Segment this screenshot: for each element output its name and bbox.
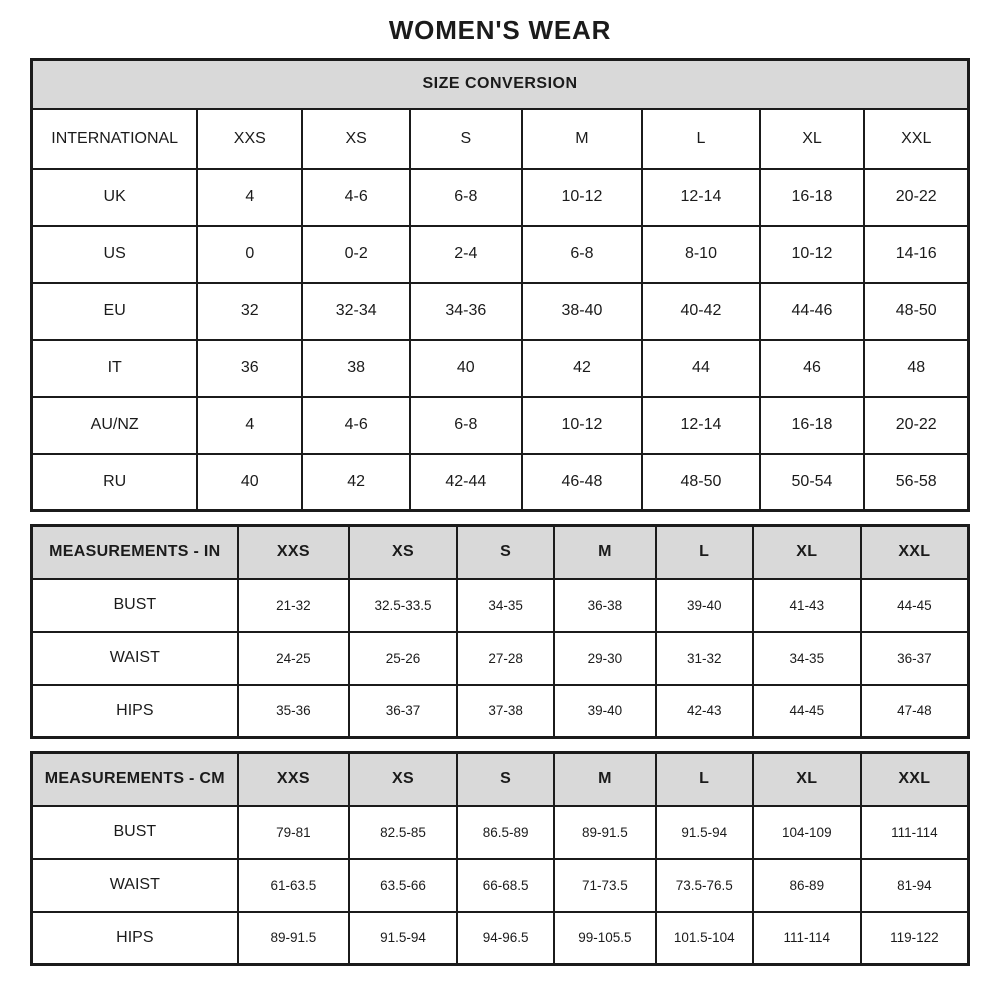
measurements-in-cell: 36-37 [861, 632, 969, 685]
size-conversion-row-label: RU [32, 454, 198, 511]
size-conversion-cell: 48-50 [642, 454, 759, 511]
measurements-cm-cell: 91.5-94 [656, 806, 753, 859]
measurements-in-size-header: S [457, 526, 554, 579]
size-conversion-size-header: XXL [864, 109, 968, 169]
size-conversion-size-header: XXS [197, 109, 302, 169]
measurements-in-columns-row [32, 526, 969, 579]
measurements-cm-size-header: L [656, 753, 753, 806]
measurements-in-cell: 44-45 [753, 685, 861, 738]
measurements-cm-row [32, 859, 969, 912]
size-conversion-size-header: M [522, 109, 643, 169]
measurements-cm-cell: 104-109 [753, 806, 861, 859]
measurements-cm-cell: 111-114 [861, 806, 969, 859]
measurements-cm-cell: 91.5-94 [349, 912, 457, 965]
measurements-in-cell: 44-45 [861, 579, 969, 632]
size-conversion-title: SIZE CONVERSION [32, 60, 969, 109]
measurements-cm-row-label: WAIST [32, 859, 238, 912]
measurements-cm-cell: 66-68.5 [457, 859, 554, 912]
measurements-in-cell: 42-43 [656, 685, 753, 738]
measurements-cm-row-label: HIPS [32, 912, 238, 965]
measurements-cm-cell: 63.5-66 [349, 859, 457, 912]
measurements-cm-table [30, 751, 970, 966]
size-conversion-cell: 12-14 [642, 169, 759, 226]
measurements-in-cell: 21-32 [238, 579, 350, 632]
measurements-in-cell: 34-35 [457, 579, 554, 632]
measurements-in-size-header: XXL [861, 526, 969, 579]
measurements-cm-columns-row [32, 753, 969, 806]
measurements-in-size-header: XL [753, 526, 861, 579]
measurements-cm-row-label: BUST [32, 806, 238, 859]
measurements-cm-row [32, 806, 969, 859]
size-conversion-cell: 10-12 [760, 226, 865, 283]
measurements-in-size-header: L [656, 526, 753, 579]
size-conversion-cell: 46 [760, 340, 865, 397]
measurements-in-row-label: HIPS [32, 685, 238, 738]
measurements-in-cell: 31-32 [656, 632, 753, 685]
size-conversion-cell: 36 [197, 340, 302, 397]
measurements-in-cell: 47-48 [861, 685, 969, 738]
measurements-in-corner-label: MEASUREMENTS - IN [32, 526, 238, 579]
measurements-in-row-label: BUST [32, 579, 238, 632]
measurements-in-cell: 27-28 [457, 632, 554, 685]
size-conversion-corner-label: INTERNATIONAL [32, 109, 198, 169]
measurements-in-row [32, 632, 969, 685]
measurements-in-size-header: XXS [238, 526, 350, 579]
size-conversion-cell: 38 [302, 340, 410, 397]
measurements-in-cell: 25-26 [349, 632, 457, 685]
size-conversion-cell: 32 [197, 283, 302, 340]
measurements-in-row [32, 579, 969, 632]
measurements-in-row [32, 685, 969, 738]
measurements-in-cell: 34-35 [753, 632, 861, 685]
size-conversion-cell: 48-50 [864, 283, 968, 340]
size-conversion-columns-row [32, 109, 969, 169]
size-conversion-cell: 42-44 [410, 454, 522, 511]
size-conversion-cell: 42 [302, 454, 410, 511]
measurements-cm-cell: 99-105.5 [554, 912, 655, 965]
measurements-in-cell: 41-43 [753, 579, 861, 632]
measurements-in-cell: 36-38 [554, 579, 655, 632]
measurements-cm-size-header: XL [753, 753, 861, 806]
measurements-cm-cell: 119-122 [861, 912, 969, 965]
size-conversion-cell: 8-10 [642, 226, 759, 283]
measurements-in-size-header: M [554, 526, 655, 579]
size-conversion-row-label: AU/NZ [32, 397, 198, 454]
size-conversion-cell: 6-8 [410, 397, 522, 454]
size-conversion-cell: 14-16 [864, 226, 968, 283]
measurements-cm-size-header: XXS [238, 753, 350, 806]
size-conversion-title-row [32, 60, 969, 109]
size-conversion-size-header: L [642, 109, 759, 169]
measurements-in-cell: 35-36 [238, 685, 350, 738]
size-conversion-row [32, 169, 969, 226]
size-conversion-row-label: UK [32, 169, 198, 226]
measurements-cm-size-header: XS [349, 753, 457, 806]
measurements-in-size-header: XS [349, 526, 457, 579]
measurements-in-cell: 29-30 [554, 632, 655, 685]
size-conversion-cell: 4 [197, 169, 302, 226]
measurements-cm-cell: 86-89 [753, 859, 861, 912]
size-conversion-row [32, 454, 969, 511]
size-conversion-cell: 6-8 [410, 169, 522, 226]
size-conversion-row [32, 226, 969, 283]
measurements-cm-cell: 73.5-76.5 [656, 859, 753, 912]
measurements-in-cell: 39-40 [656, 579, 753, 632]
measurements-in-table [30, 524, 970, 739]
size-conversion-cell: 10-12 [522, 397, 643, 454]
measurements-cm-cell: 94-96.5 [457, 912, 554, 965]
measurements-cm-size-header: M [554, 753, 655, 806]
size-conversion-cell: 6-8 [522, 226, 643, 283]
measurements-cm-row [32, 912, 969, 965]
size-conversion-row [32, 397, 969, 454]
size-conversion-cell: 44-46 [760, 283, 865, 340]
measurements-cm-cell: 81-94 [861, 859, 969, 912]
size-conversion-row [32, 340, 969, 397]
size-conversion-cell: 4-6 [302, 397, 410, 454]
size-chart-page [30, 0, 970, 966]
size-conversion-size-header: S [410, 109, 522, 169]
measurements-cm-size-header: S [457, 753, 554, 806]
size-conversion-size-header: XS [302, 109, 410, 169]
size-conversion-cell: 12-14 [642, 397, 759, 454]
size-conversion-cell: 16-18 [760, 397, 865, 454]
size-conversion-cell: 4 [197, 397, 302, 454]
size-conversion-cell: 0-2 [302, 226, 410, 283]
size-conversion-table [30, 58, 970, 512]
measurements-cm-cell: 61-63.5 [238, 859, 350, 912]
measurements-cm-corner-label: MEASUREMENTS - CM [32, 753, 238, 806]
size-conversion-cell: 42 [522, 340, 643, 397]
size-conversion-cell: 16-18 [760, 169, 865, 226]
measurements-in-body [32, 579, 969, 738]
size-conversion-size-header: XL [760, 109, 865, 169]
size-conversion-cell: 0 [197, 226, 302, 283]
size-conversion-cell: 20-22 [864, 169, 968, 226]
size-conversion-cell: 48 [864, 340, 968, 397]
size-conversion-row [32, 283, 969, 340]
size-conversion-cell: 2-4 [410, 226, 522, 283]
measurements-cm-body [32, 806, 969, 965]
measurements-in-cell: 37-38 [457, 685, 554, 738]
size-conversion-cell: 38-40 [522, 283, 643, 340]
measurements-cm-size-header: XXL [861, 753, 969, 806]
size-conversion-row-label: EU [32, 283, 198, 340]
measurements-in-cell: 39-40 [554, 685, 655, 738]
measurements-in-row-label: WAIST [32, 632, 238, 685]
size-conversion-row-label: US [32, 226, 198, 283]
size-conversion-cell: 46-48 [522, 454, 643, 511]
size-conversion-body [32, 169, 969, 511]
measurements-cm-cell: 111-114 [753, 912, 861, 965]
measurements-cm-cell: 71-73.5 [554, 859, 655, 912]
size-conversion-cell: 50-54 [760, 454, 865, 511]
size-conversion-row-label: IT [32, 340, 198, 397]
size-conversion-cell: 40-42 [642, 283, 759, 340]
measurements-cm-cell: 89-91.5 [238, 912, 350, 965]
measurements-in-cell: 36-37 [349, 685, 457, 738]
measurements-cm-cell: 79-81 [238, 806, 350, 859]
measurements-cm-cell: 101.5-104 [656, 912, 753, 965]
size-conversion-cell: 56-58 [864, 454, 968, 511]
measurements-in-cell: 32.5-33.5 [349, 579, 457, 632]
size-conversion-cell: 32-34 [302, 283, 410, 340]
size-conversion-cell: 34-36 [410, 283, 522, 340]
measurements-cm-cell: 89-91.5 [554, 806, 655, 859]
size-conversion-cell: 4-6 [302, 169, 410, 226]
measurements-in-cell: 24-25 [238, 632, 350, 685]
page-title: WOMEN'S WEAR [388, 15, 612, 45]
size-conversion-cell: 40 [410, 340, 522, 397]
measurements-cm-cell: 86.5-89 [457, 806, 554, 859]
size-conversion-cell: 20-22 [864, 397, 968, 454]
size-conversion-cell: 10-12 [522, 169, 643, 226]
measurements-cm-cell: 82.5-85 [349, 806, 457, 859]
size-conversion-cell: 40 [197, 454, 302, 511]
size-conversion-cell: 44 [642, 340, 759, 397]
